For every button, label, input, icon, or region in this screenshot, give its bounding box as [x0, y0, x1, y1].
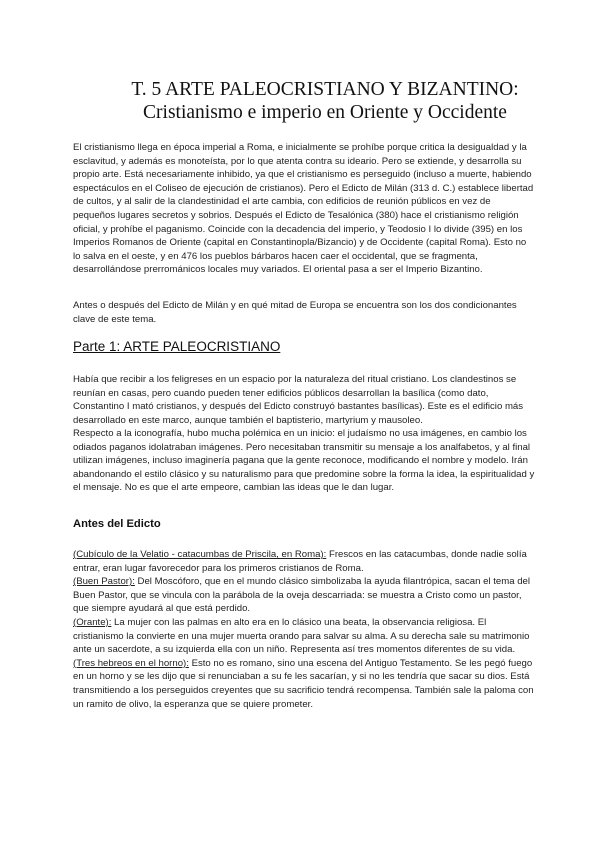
item-text: Esto no es romano, sino una escena del Antiguo Testamento. Se les pegó fuego en un horno y se les dijo que si renunciaban a su fe les sacarían, y si no les tendría que sacar su dios. Está transmitiendo a los perseguidos creyentes que su sacrificio tendrá recompensa. También sale la paloma con un ramito de olivo, la esperanza que se quiere prometer.	[73, 657, 534, 710]
artwork-list	[73, 548, 535, 711]
section-paragraph-2: Respecto a la iconografía, hubo mucha polémica en un inicio: el judaísmo no usa imágenes, en cambio los odiados paganos idolatraban imágenes. Pero necesitaban transmitir su mensaje a los analfabetos, y al final utilizan imágenes, incluso imaginería pagana que la gente reconoce, modificando el nombre y modelo. Irán abandonando el estilo clásico y su naturalismo para que predomine sobre la forma la idea, la espiritualidad y el mensaje. No es que el arte empeore, cambian las ideas que le dan lugar.	[73, 428, 535, 494]
subheading: Antes del Edicto	[73, 518, 161, 530]
list-item	[73, 616, 535, 657]
document-title: T. 5 ARTE PALEOCRISTIANO Y BIZANTINO:	[131, 79, 519, 100]
item-text: La mujer con las palmas en alto era en lo clásico una beata, la observancia religiosa. El cristianismo la convierte en una mujer muerta orando para salvar su alma. A su derecha sale su matrimonio ante un sacerdote, a su izquierda ella con un niño. Representa así tres momentos diferentes de su vida.	[73, 616, 530, 656]
list-item	[73, 657, 535, 711]
list-item	[73, 575, 535, 616]
section-paragraph-1: Había que recibir a los feligreses en un espacio por la naturaleza del ritual cristiano. Los clandestinos se reunían en casas, pero cuando pueden tener edificios públicos desarrollan la basílica (como dato, Constantino I mató cristianos, y después del Edicto construyó bastantes basílicas). Este es el edificio más desarrollado en este marco, aunque también el baptisterio, martyrium y mausoleo.	[73, 374, 524, 426]
item-text: Del Moscóforo, que en el mundo clásico simbolizaba la ayuda filantrópica, sacan el tema del Buen Pastor, que se vincula con la parábola de la oveja descarriada: se muestra a Cristo como un pastor, que siempre ayudará al que está perdido.	[73, 576, 531, 615]
intro-paragraph: El cristianismo llega en época imperial a Roma, e inicialmente se prohíbe porque critica la desigualdad y la esclavitud, y además es monoteísta, por lo que atenta contra su ideario. Pero se extiende, y desarrolla su propio arte. Está necesariamente inhibido, ya que el cristianismo es perseguido (incluso a muerte, habiendo espectáculos en el Coliseo de ejecución de cristianos). Pero el Edicto de Milán (313 d. C.) establece libertad de cultos, y al salir de la clandestinidad el arte cambia, con edificios de reunión públicos en vez de pequeños lugares secretos y sobrios. Después el Edicto de Tesalónica (380) hace el cristianismo religión oficial, y prohíbe el paganismo. Coincide con la decadencia del imperio, y Teodosio I lo divide (395) en los Imperios Romanos de Oriente (capital en Constantinopla/Bizancio) y de Occidente (capital Roma). Esto no lo salva en el oeste, y en 476 los pueblos bárbaros hacen caer el occidental, que se fragmenta, desarrollándose prerrománicos locales muy variados. El oriental pasa a ser el Imperio Bizantino.	[73, 142, 534, 276]
section-heading: Parte 1: ARTE PALEOCRISTIANO	[73, 339, 281, 354]
list-item	[73, 548, 535, 575]
item-label: (Tres hebreos en el horno):	[73, 657, 189, 669]
item-label: (Buen Pastor):	[73, 576, 135, 588]
item-label: (Orante):	[73, 616, 112, 628]
item-label: (Cubículo de la Velatio - catacumbas de Priscila, en Roma):	[73, 549, 327, 560]
intro-paragraph-2: Antes o después del Edicto de Milán y en qué mitad de Europa se encuentra son los dos condicionantes clave de este tema.	[73, 300, 517, 325]
item-text: Frescos en las catacumbas, donde nadie solía entrar, eran lugar favorecedor para los primeros cristianos de Roma.	[73, 549, 527, 574]
document-subtitle: Cristianismo e imperio en Oriente y Occidente	[143, 102, 507, 123]
